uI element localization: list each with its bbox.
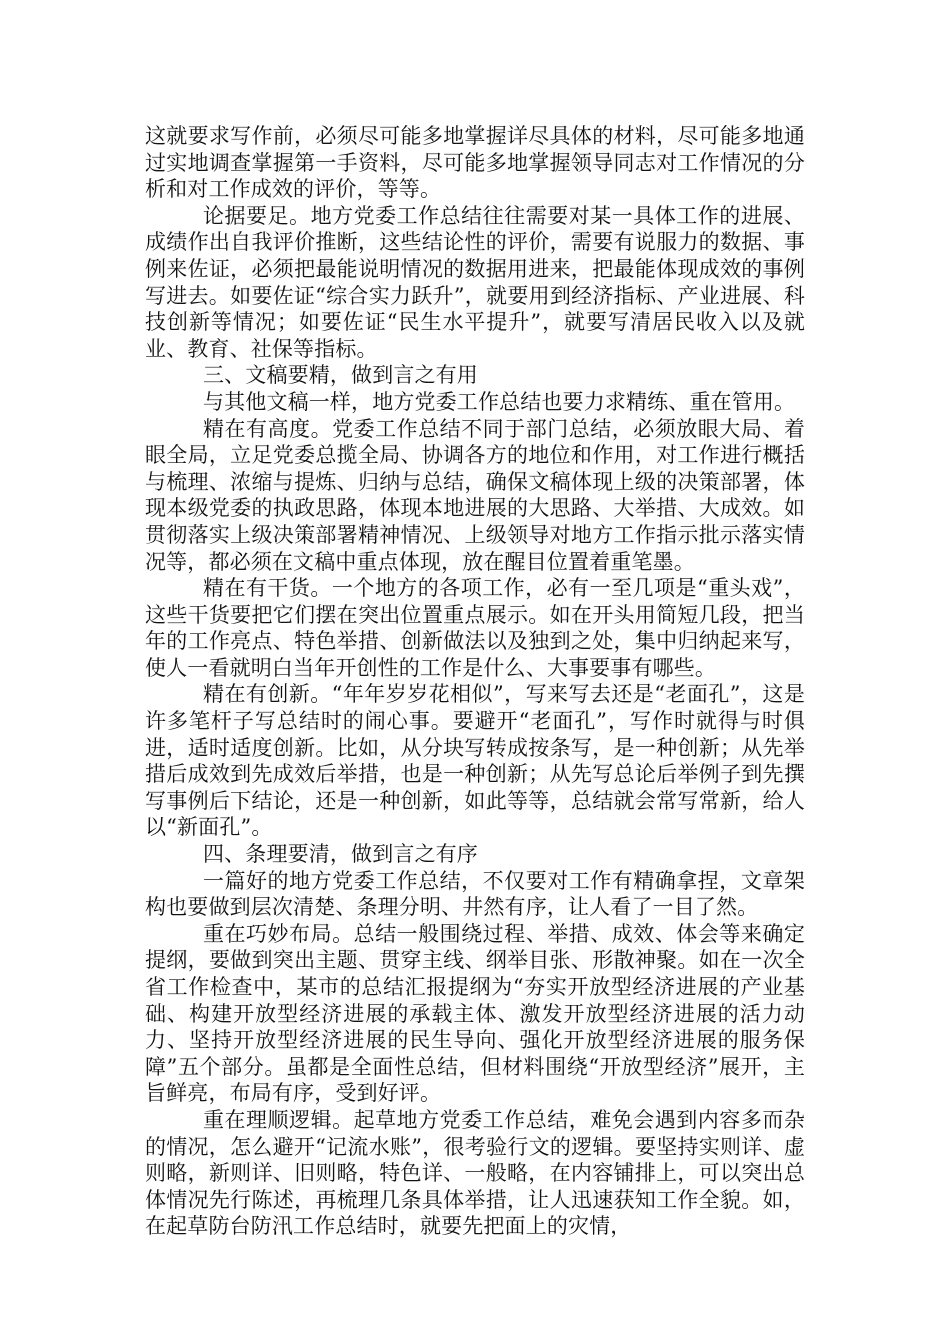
- paragraph-2: 论据要足。地方党委工作总结往往需要对某一具体工作的进展、成绩作出自我评价推断，这些结论性的评价，需要有说服力的数据、事例来佐证，必须把最能说明情况的数据用进来，把最能体现成效的事例写进去。如要佐证“综合实力跃升”，就要用到经济指标、产业进展、科技创新等情况；如要佐证“民生水平提升”，就要写清居民收入以及就业、教育、社保等指标。: [145, 203, 805, 361]
- paragraph-7: 精在有创新。“年年岁岁花相似”，写来写去还是“老面孔”，这是许多笔杆子写总结时的闹心事。要避开“老面孔”，写作时就得与时俱进，适时适度创新。比如，从分块写转成按条写，是一种创新；从先举措后成效到先成效后举措，也是一种创新；从先写总论后举例子到先撰写事例后下结论，还是一种创新，如此等等，总结就会常写常新，给人以“新面孔”。: [145, 682, 805, 840]
- section-heading-4: 四、条理要清，做到言之有序: [203, 842, 478, 867]
- paragraph-10: 重在巧妙布局。总结一般围绕过程、举措、成效、体会等来确定提纲，要做到突出主题、贯穿主线、纲举目张、形散神聚。如在一次全省工作检查中，某市的总结汇报提纲为“夯实开放型经济进展的产业基础、构建开放型经济进展的承载主体、激发开放型经济进展的活力动力、坚持开放型经济进展的民生导向、强化开放型经济进展的服务保障”五个部分。虽都是全面性总结，但材料围绕“开放型经济”展开，主旨鲜亮，布局有序，受到好评。: [145, 921, 805, 1106]
- paragraph-1: 这就要求写作前，必须尽可能多地掌握详尽具体的材料，尽可能多地通过实地调查掌握第一手资料，尽可能多地掌握领导同志对工作情况的分析和对工作成效的评价，等等。: [145, 124, 805, 202]
- paragraph-11: 重在理顺逻辑。起草地方党委工作总结，难免会遇到内容多而杂的情况，怎么避开“记流水账”，很考验行文的逻辑。要坚持实则详、虚则略，新则详、旧则略，特色详、一般略，在内容铺排上，可以突出总体情况先行陈述，再梳理几条具体举措，让人迅速获知工作全貌。如，在起草防台防汛工作总结时，就要先把面上的灾情，: [145, 1107, 805, 1239]
- document-body: [145, 123, 805, 1240]
- paragraph-6: 精在有干货。一个地方的各项工作，必有一至几项是“重头戏”，这些干货要把它们摆在突出位置重点展示。如在开头用简短几段，把当年的工作亮点、特色举措、创新做法以及独到之处，集中归纳起来写，使人一看就明白当年开创性的工作是什么、大事要事有哪些。: [145, 576, 805, 680]
- section-heading-3: 三、文稿要精，做到言之有用: [203, 363, 478, 388]
- paragraph-9: 一篇好的地方党委工作总结，不仅要对工作有精确拿捏，文章架构也要做到层次清楚、条理分明、井然有序，让人看了一目了然。: [145, 868, 805, 920]
- paragraph-5: 精在有高度。党委工作总结不同于部门总结，必须放眼大局、着眼全局，立足党委总揽全局、协调各方的地位和作用，对工作进行概括与梳理、浓缩与提炼、归纳与总结，确保文稿体现上级的决策部署，体现本级党委的执政思路，体现本地进展的大思路、大举措、大成效。如贯彻落实上级决策部署精神情况、上级领导对地方工作指示批示落实情况等，都必须在文稿中重点体现，放在醒目位置着重笔墨。: [145, 416, 805, 574]
- paragraph-4: 与其他文稿一样，地方党委工作总结也要力求精练、重在管用。: [203, 389, 796, 414]
